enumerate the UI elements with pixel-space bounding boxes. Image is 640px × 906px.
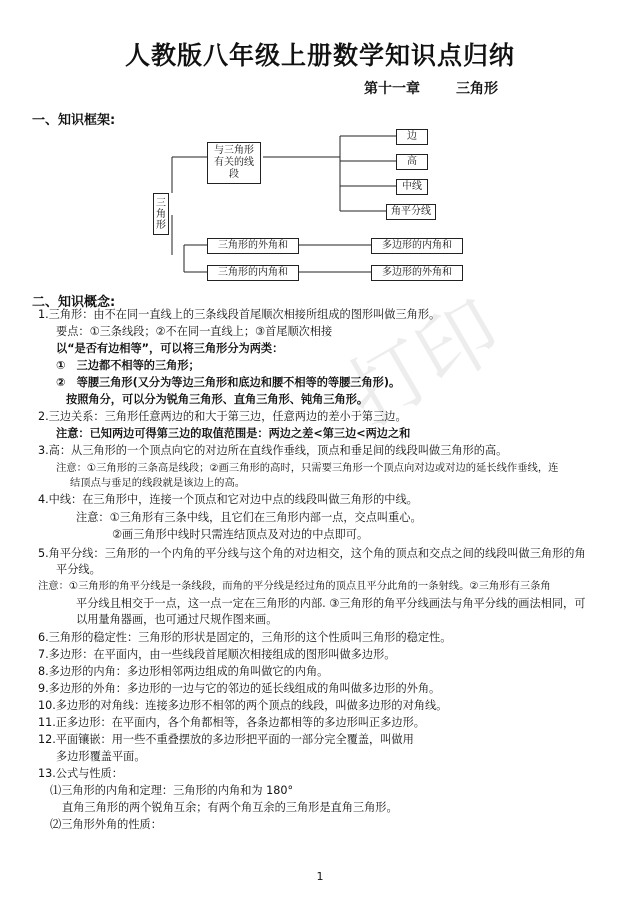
concept-line: 直角三角形的两个锐角互余；有两个角互余的三角形是直角三角形。 (62, 801, 398, 814)
side-box: 边 (396, 129, 428, 145)
watermark: 打印 (330, 283, 517, 444)
root-triangle-box: 三角形 (153, 193, 169, 235)
page-title: 人教版八年级上册数学知识点归纳 (124, 41, 515, 70)
exterior-sum-box: 三角形的外角和 (207, 238, 299, 254)
concept-line: 多边形覆盖平面。 (56, 750, 146, 763)
polygon-interior-box: 多边形的内角和 (371, 238, 463, 254)
concept-line: 2.三边关系：三角形任意两边的和大于第三边，任意两边的差小于第三边。 (38, 410, 407, 423)
concept-line: ⑴三角形的内角和定理：三角形的内角和为 180° (50, 784, 294, 797)
concept-line: 要点：①三条线段；②不在同一直线上；③首尾顺次相接 (56, 325, 333, 338)
concept-line: ② 等腰三角形(又分为等边三角形和底边和腰不相等的等腰三角形)。 (56, 376, 401, 389)
page-number: 1 (316, 870, 324, 883)
concept-line: 注意：已知两边可得第三边的取值范围是：两边之差<第三边<两边之和 (56, 427, 411, 440)
concept-line: 注意：①三角形的三条高是线段；②画三角形的高时，只需要三角形一个顶点向对边或对边的延长线作垂线，连 (56, 462, 559, 474)
concept-line: 注意：①三角形的角平分线是一条线段，而角的平分线是经过角的顶点且平分此角的一条射线。②三角形有三条角 (38, 580, 551, 592)
concept-line: 注意：①三角形有三条中线，且它们在三角形内部一点，交点叫重心。 (76, 511, 422, 524)
concept-line: 以用量角器画，也可通过尺规作图来画。 (76, 613, 278, 626)
median-box: 中线 (396, 179, 428, 195)
concept-line: 6.三角形的稳定性：三角形的形状是固定的，三角形的这个性质叫三角形的稳定性。 (38, 631, 452, 644)
section-heading-concepts: 二、知识概念: (32, 295, 116, 310)
concept-line: 11.正多边形：在平面内，各个角都相等，各条边都相等的多边形叫正多边形。 (38, 716, 425, 729)
concept-line: 3.高：从三角形的一个顶点向它的对边所在直线作垂线，顶点和垂足间的线段叫做三角形的高。 (38, 444, 508, 457)
concept-line: ②画三角形中线时只需连结顶点及对边的中点即可。 (112, 528, 369, 541)
concept-line: 8.多边形的内角：多边形相邻两边组成的角叫做它的内角。 (38, 665, 329, 678)
concept-line: 10.多边形的对角线：连接多边形不相邻的两个顶点的线段，叫做多边形的对角线。 (38, 699, 448, 712)
concept-line: 12.平面镶嵌：用一些不重叠摆放的多边形把平面的一部分完全覆盖，叫做用 (38, 733, 414, 746)
concept-line: 以“是否有边相等”，可以将三角形分为两类： (56, 342, 284, 355)
angle-bisector-box: 角平分线 (386, 204, 436, 220)
chapter-number: 第十一章 (364, 81, 420, 97)
concept-line: 按照角分，可以分为锐角三角形、直角三角形、钝角三角形。 (66, 393, 369, 406)
concept-line: 平分线且相交于一点，这一点一定在三角形的内部. ③三角形的角平分线画法与角平分线的画法相同，可 (76, 597, 586, 610)
concept-line: 结顶点与垂足的线段就是该边上的高。 (70, 477, 246, 489)
altitude-box: 高 (396, 154, 428, 170)
concept-line: 7.多边形：在平面内，由一些线段首尾顺次相接组成的图形叫做多边形。 (38, 648, 396, 661)
related-lines-box: 与三角形有关的线段 (207, 142, 261, 184)
framework-connectors (0, 0, 640, 300)
concept-line: 5.角平分线：三角形的一个内角的平分线与这个角的对边相交，这个角的顶点和交点之间的线段叫做三角形的角 (38, 547, 586, 560)
polygon-exterior-box: 多边形的外角和 (371, 265, 463, 281)
concept-line: 13.公式与性质： (38, 767, 123, 780)
concept-line: 4.中线：在三角形中，连接一个顶点和它对边中点的线段叫做三角形的中线。 (38, 493, 418, 506)
concept-line: 平分线。 (56, 563, 101, 576)
concept-line: ① 三边都不相等的三角形； (56, 359, 200, 372)
interior-sum-box: 三角形的内角和 (207, 265, 299, 281)
concept-line: ⑵三角形外角的性质： (50, 818, 162, 831)
concept-line: 9.多边形的外角：多边形的一边与它的邻边的延长线组成的角叫做多边形的外角。 (38, 682, 441, 695)
chapter-topic: 三角形 (456, 81, 498, 97)
concept-line: 1.三角形：由不在同一直线上的三条线段首尾顺次相接所组成的图形叫做三角形。 (38, 308, 441, 321)
section-heading-framework: 一、知识框架: (32, 113, 116, 128)
